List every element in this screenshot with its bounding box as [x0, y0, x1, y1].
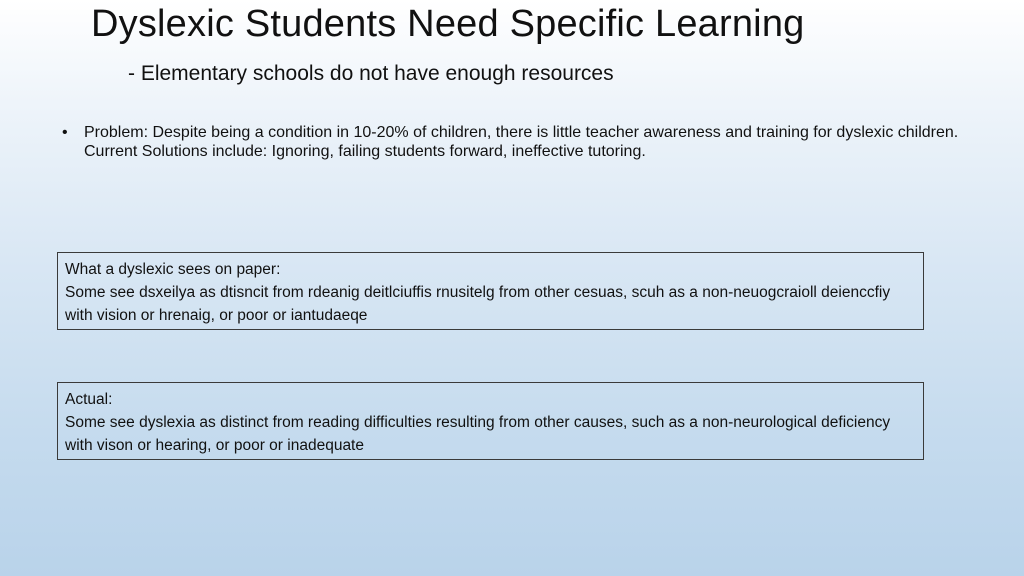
bullet-icon: •: [62, 124, 68, 141]
slide-title: Dyslexic Students Need Specific Learning: [91, 3, 805, 45]
slide-subtitle: - Elementary schools do not have enough resources: [128, 62, 614, 85]
dyslexic-view-heading: What a dyslexic sees on paper:: [65, 261, 281, 278]
bullet-text: Problem: Despite being a condition in 10-20% of children, there is little teacher awareness and training for dyslexic children. Current Solutions include: Ignoring, failing students forward, ineffective tutoring.: [84, 124, 959, 160]
bullet-item: [62, 123, 972, 161]
dyslexic-view-box: [57, 252, 924, 330]
actual-text-heading: Actual:: [65, 391, 113, 408]
actual-text-body: Some see dyslexia as distinct from reading difficulties resulting from other causes, such as a non-neurological deficiency with vison or hearing, or poor or inadequate: [65, 414, 891, 454]
dyslexic-view-text: Some see dsxeilya as dtisncit from rdeanig deitlciuffis rnusitelg from other cesuas, scuh as a non-neuogcraioll deienccfiy with vision or hrenaig, or poor or iantudaeqe: [65, 284, 891, 324]
actual-text-box: [57, 382, 924, 460]
